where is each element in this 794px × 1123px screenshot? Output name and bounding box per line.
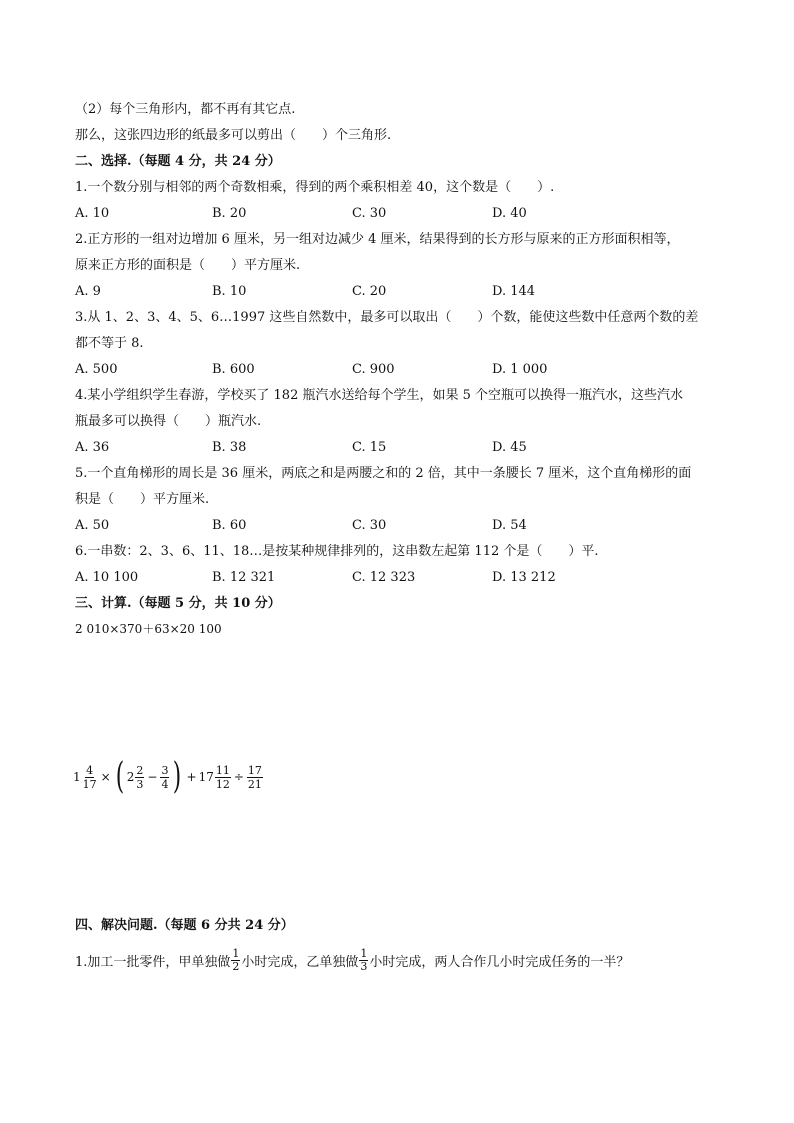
q4-option-c: C. 15 <box>352 440 387 455</box>
section-heading-calculation: 三、计算.（每题 5 分，共 10 分） <box>75 596 281 611</box>
times-sign: × <box>100 770 111 784</box>
calculation-1: 2 010×370＋63×20 100 <box>75 622 222 636</box>
plus-sign: + <box>186 770 197 784</box>
section-heading-choice: 二、选择.（每题 4 分，共 24 分） <box>75 154 281 169</box>
denominator: 3 <box>360 960 368 973</box>
q4-option-d: D. 45 <box>492 440 527 455</box>
numerator: 11 <box>215 763 230 777</box>
problem-1-text: 小时完成，乙单独做 <box>241 954 359 970</box>
question-1: 1.一个数分别与相邻的两个奇数相乘，得到的两个乘积相差 40，这个数是（ ）. <box>75 180 555 195</box>
numerator: 2 <box>136 763 144 777</box>
q1-option-a: A. 10 <box>75 206 110 221</box>
q2-option-c: C. 20 <box>352 284 387 299</box>
whole-part: 1 <box>73 770 81 784</box>
q3-option-a: A. 500 <box>75 362 118 377</box>
question-3-line-2: 都不等于 8. <box>75 336 144 351</box>
q6-option-c: C. 12 323 <box>352 570 416 585</box>
q4-option-a: A. 36 <box>75 440 110 455</box>
question-2-line-2: 原来正方形的面积是（ ）平方厘米. <box>75 258 301 273</box>
fraction <box>160 764 169 791</box>
left-paren: ( <box>115 756 124 797</box>
q1-option-d: D. 40 <box>492 206 527 221</box>
q5-option-c: C. 30 <box>352 518 387 533</box>
q3-option-d: D. 1 000 <box>492 362 548 377</box>
q3-option-b: B. 600 <box>212 362 255 377</box>
numerator: 3 <box>161 763 169 777</box>
fraction <box>247 764 263 791</box>
question-6: 6.一串数：2、3、6、11、18…是按某种规律排列的，这串数左起第 112 个是（ ）平. <box>75 544 599 559</box>
denominator: 21 <box>247 777 262 791</box>
denominator: 3 <box>136 777 144 791</box>
q2-option-d: D. 144 <box>492 284 536 299</box>
question-2-line-1: 2.正方形的一组对边增加 6 厘米，另一组对边减少 4 厘米，结果得到的长方形与原来的正方形面积相等， <box>75 232 680 247</box>
question-5-line-2: 积是（ ）平方厘米. <box>75 492 210 507</box>
question-5-line-1: 5.一个直角梯形的周长是 36 厘米，两底之和是两腰之和的 2 倍，其中一条腰长 7 厘米，这个直角梯形的面 <box>75 466 692 481</box>
q5-option-d: D. 54 <box>492 518 527 533</box>
q3-option-c: C. 900 <box>352 362 395 377</box>
whole-part: 17 <box>198 770 214 784</box>
q6-option-a: A. 10 100 <box>75 570 139 585</box>
fraction <box>231 948 240 973</box>
whole-part: 2 <box>126 770 135 784</box>
q2-option-b: B. 10 <box>212 284 247 299</box>
calculation-2 <box>73 755 264 799</box>
q5-option-b: B. 60 <box>212 518 247 533</box>
q1-option-c: C. 30 <box>352 206 387 221</box>
denominator: 12 <box>215 777 230 791</box>
question-4-line-2: 瓶最多可以换得（ ）瓶汽水. <box>75 414 262 429</box>
q6-option-d: D. 13 212 <box>492 570 556 585</box>
numerator: 1 <box>360 947 368 960</box>
numerator: 4 <box>86 763 94 777</box>
right-paren: ) <box>173 756 182 797</box>
fraction <box>215 764 231 791</box>
fraction <box>359 948 368 973</box>
q6-option-b: B. 12 321 <box>212 570 276 585</box>
q2-option-a: A. 9 <box>75 284 101 299</box>
denominator: 17 <box>82 777 97 791</box>
numerator: 17 <box>247 763 262 777</box>
problem-1-text: 小时完成，两人合作几小时完成任务的一半？ <box>369 954 630 970</box>
problem-1-text: 1.加工一批零件，甲单独做 <box>75 954 231 970</box>
fraction <box>82 764 98 791</box>
condition-line: （2）每个三角形内，都不再有其它点. <box>75 102 296 117</box>
denominator: 2 <box>232 960 240 973</box>
q4-option-b: B. 38 <box>212 440 247 455</box>
section-heading-problems: 四、解决问题.（每题 6 分共 24 分） <box>75 918 294 933</box>
problem-1 <box>75 947 630 975</box>
question-3-line-1: 3.从 1、2、3、4、5、6…1997 这些自然数中，最多可以取出（ ）个数，能使这些数中任意两个数的差 <box>75 310 699 325</box>
fraction <box>135 764 144 791</box>
denominator: 4 <box>161 777 169 791</box>
q1-option-b: B. 20 <box>212 206 247 221</box>
q5-option-a: A. 50 <box>75 518 110 533</box>
question-line: 那么，这张四边形的纸最多可以剪出（ ）个三角形. <box>75 128 392 143</box>
minus-sign: − <box>147 770 158 784</box>
numerator: 1 <box>232 947 240 960</box>
divide-sign: ÷ <box>233 770 244 784</box>
question-4-line-1: 4.某小学组织学生春游，学校买了 182 瓶汽水送给每个学生，如果 5 个空瓶可以换得一瓶汽水，这些汽水 <box>75 388 684 403</box>
